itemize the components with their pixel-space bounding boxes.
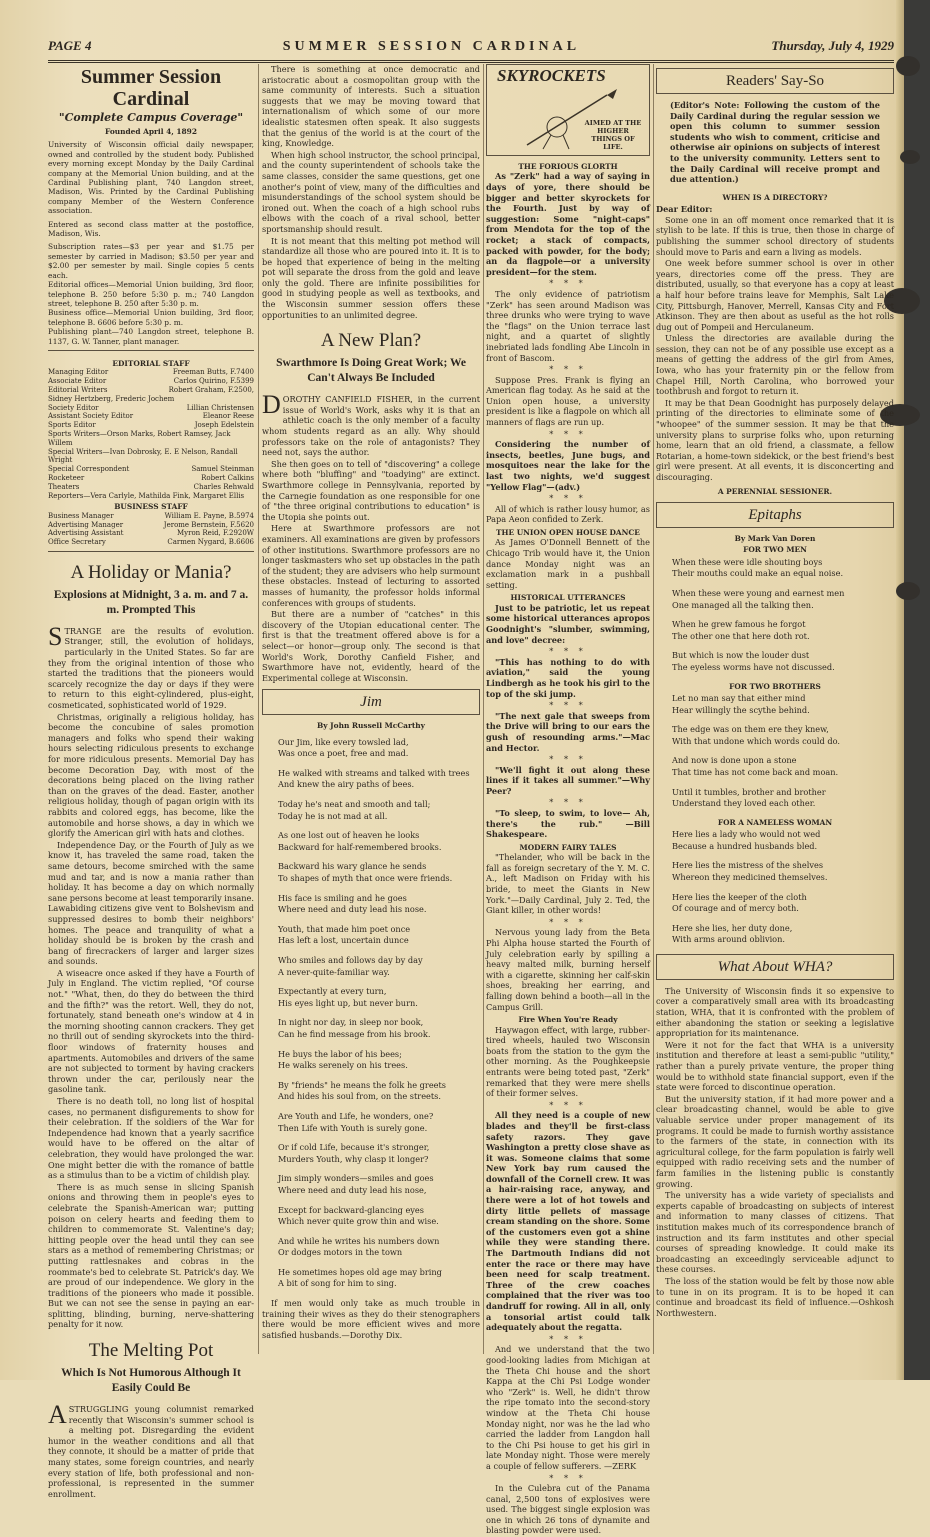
poem-line: The other one that here doth rot.	[672, 630, 810, 641]
star-separator: * * *	[549, 1099, 587, 1110]
letter-signature: A PERENNIAL SESSIONER.	[717, 486, 833, 496]
skyrockets-item-heading: THE FORIOUS GLORTH	[518, 162, 618, 171]
epitaphs-title: Epitaphs	[656, 502, 894, 528]
paragraph-text: Some one in an off moment once remarked that it is stylish to be late. If this is true, then those in charge of publishing the summer school directory of students should move to Paris and earn a living as models.	[656, 214, 894, 257]
entered-text: Entered as second class matter at the postoffice, Madison, Wis.	[48, 219, 254, 239]
poem-line: Except for backward-glancing eyes	[278, 1204, 424, 1215]
poem-line: His face is smiling and he goes	[278, 892, 407, 903]
staff-role: Editorial Writers	[48, 385, 108, 394]
staff-row	[48, 386, 254, 395]
skyrockets-logo: SKYROCKETS	[497, 66, 606, 85]
staff-name: Carmen Nygard, B.6606	[167, 538, 254, 547]
poem-line: Can he find message from his brook.	[278, 1028, 431, 1039]
skyrockets-item-text: Nervous young lady from the Beta Phi Alpha house started the Fourth of July celebration early by spilling a heavy malted milk, burning herself with a cigarette, skinning her calf-skin shoes, breaking her earring, and falling down behind a booth—all in the Campus Grill.	[486, 927, 650, 1012]
poem-line: A never-quite-familiar way.	[278, 966, 390, 977]
epitaph-stanzas	[656, 829, 894, 945]
star-separator: * * *	[549, 700, 587, 711]
epitaph-stanzas	[656, 693, 894, 809]
star-separator: * * *	[549, 1333, 587, 1344]
skyrockets-item-heading: MODERN FAIRY TALES	[519, 842, 617, 852]
stanza	[262, 861, 480, 883]
staff-role: Office Secretary	[48, 538, 106, 547]
skyrockets-item-text: Haywagon effect, with large, rubber-tired wheels, hauled two Wisconsin boats from the station to the gym the other morning. As the Poughkeepsie entrants were being toted past, "Zerk" remarked that they were mere shells of their former selves.	[486, 1024, 650, 1099]
staff-row	[48, 395, 254, 404]
paragraph	[48, 621, 254, 711]
stanza	[656, 755, 894, 777]
staff-row	[48, 377, 254, 386]
paragraph-text: The university has a wide variety of specialists and experts capable of broadcasting on subjects of interest and information to many classes of citizens. That institution makes much of its correspondence branch of instruction and its farm institutes and other special courses of spreading knowledge. It could make its broadcasting an exceedingly serviceable adjunct to these courses.	[656, 1190, 894, 1275]
epitaph-stanzas	[656, 557, 894, 673]
staff-name: Jerome Bernstein, F.5620	[163, 520, 254, 529]
skyrockets-logo-box	[486, 64, 650, 156]
stanza	[656, 829, 894, 851]
poem-line: Their mouths could make an equal noise.	[672, 568, 844, 579]
paragraph-text: She then goes on to tell of "discovering" a college where both "bluffing" and "toadying" are extinct. Swarthmore college in Pennsylvania, reported by the Carnegie foundation as one responsible for one of "the three original contributions to education" is the Utopia she points out.	[262, 458, 480, 522]
publisher-info	[48, 140, 254, 346]
burn-mark	[900, 150, 920, 164]
paragraph	[262, 236, 480, 321]
paragraph	[656, 398, 894, 483]
paragraph	[656, 333, 894, 397]
subscription-text: Subscription rates—$3 per year and $1.75 per semester by carried in Madison; $3.50 per year and $2.00 per semester by mail. Single copies 5 cents each.	[48, 242, 254, 280]
stanza	[262, 1267, 480, 1289]
skyrockets-item-heading: THE UNION OPEN HOUSE DANCE	[496, 528, 640, 537]
stanza	[262, 830, 480, 852]
wha-title: What About WHA?	[656, 954, 894, 980]
skyrockets-tagline: AIMED AT THE HIGHER THINGS OF LIFE.	[584, 119, 642, 151]
paragraph-text: But there are a number of "catches" in this discovery of the Utopian educational center. The first is that the treatment offered above is for a select—or honor—group only. The second is that World's Work, Dorothy Canfield Fisher, and Swarthmore have not, evidently, heard of the Experimental college at Wisconsin.	[262, 609, 480, 683]
skyrockets-item-text: All of which is rather lousy humor, as Papa Aeon confided to Zerk.	[486, 503, 650, 525]
star-separator: * * *	[549, 428, 587, 439]
star-separator: * * *	[549, 646, 587, 657]
epitaph-heading: FOR TWO BROTHERS	[729, 681, 821, 691]
page-number: PAGE 4	[48, 38, 92, 53]
stanza	[656, 557, 894, 579]
paragraph	[262, 64, 480, 149]
epitaph-heading: FOR A NAMELESS WOMAN	[717, 817, 833, 827]
offices-text: Editorial offices—Memorial Union building, 3rd floor, telephone B. 250 before 5:30 p. m.; 740 Langdon street, telephone B. 250 after 5:30 p. m.	[48, 280, 254, 308]
staff-role: Rocketeer	[48, 473, 85, 482]
paragraph-text: Were it not for the fact that WHA is a university institution and therefore at least a semi-public "utility," rather than a purely private venture, the proper thing would be to withhold state financial support, even if the state were forced to discontinue operation.	[656, 1039, 894, 1093]
motto: "Complete Campus Coverage"	[58, 111, 244, 124]
business-staff-list	[48, 512, 254, 547]
editors-note: (Editor's Note: Following the custom of the Daily Cardinal during the regular session we open this column to summer session students who wish to comment, criticise and otherwise air opinions on subjects of interest to the university community. Letters sent to the Daily Cardinal will receive prompt and due attention.)	[670, 100, 880, 185]
skyrockets-item-text: All they need is a couple of new blades and they'll be first-class safety razors. They gave Washington a pretty close shave as it was. Someone claims that some New York bay rum caused the downfall of the Cornell crew. It was a hair-raising race, anyway, and there were a lot of hot towels and dirty little pellets of massage cream standing on the shore. Some of the customers even got a shine while they were standing there. The Dartmouth Indians did not enter the race or there may have been need for scalp treatment. Three of the crew coaches complained that the river was too dandruff for rowing. All in all, only a tonsorial artist could talk adequately about the regatta.	[486, 1110, 650, 1333]
staff-row	[48, 492, 254, 501]
staff-row	[48, 412, 254, 421]
drop-cap: A	[48, 1400, 67, 1430]
masthead	[48, 38, 894, 62]
poem-line: The eyeless worms have not discussed.	[672, 661, 835, 672]
staff-role: Managing Editor	[48, 368, 109, 377]
poem-line: When these were young and earnest men	[672, 588, 845, 598]
staff-name: Robert Calkins	[201, 473, 254, 482]
staff-role: Sports Writers—Orson Marks, Robert Ramsey, Jack	[48, 429, 231, 438]
holiday-subhead: Explosions at Midnight, 3 a. m. and 7 a. m. Prompted This	[53, 588, 249, 616]
paragraph-text: The loss of the station would be felt by those now able to tune in on its program. It is to be hoped it can continue and broadcast its field of influence.—Oshkosh Northwestern.	[656, 1275, 894, 1318]
staff-role: Theaters	[48, 482, 80, 491]
paragraph-text: When high school instructor, the school principal, and the county superintendent of schools take the same classes, consider the same questions, get one another's point of view, many of the difficulties and misunderstandings of the school system should be ironed out. When the coach of a high school rubs elbows with the coach of a rival school, better sportsmanship should result.	[262, 149, 480, 234]
star-separator: * * *	[549, 754, 587, 765]
column-rule	[653, 64, 654, 1354]
paragraph	[48, 1096, 254, 1181]
stanza	[262, 893, 480, 915]
stanza	[262, 799, 480, 821]
paragraph-text: OROTHY CANFIELD FISHER, in the current issue of World's Work, asks why it is that an athletic coach is the only member of a faculty whom students regard as an ally. Why should professors take on the role of antagonists? They need not, says the author.	[262, 394, 480, 458]
stanza	[262, 986, 480, 1008]
skyrockets-item-text: "This has nothing to do with aviation," said the young Lindbergh as he took his girl to the top of the ski jump.	[486, 656, 650, 699]
staff-row	[48, 430, 254, 439]
epitaphs-poems	[656, 545, 894, 944]
poem-line: When he grew famous he forgot	[672, 619, 806, 630]
staff-name: Robert Graham, F.2500,	[168, 385, 254, 394]
star-separator: * * *	[549, 916, 587, 927]
poem-line: Which never quite grow thin and wise.	[278, 1216, 439, 1227]
star-separator: * * *	[549, 364, 587, 375]
new-plan-title: A New Plan?	[320, 330, 422, 352]
poem-line: Today he's neat and smooth and tall;	[278, 799, 431, 810]
paragraph-text: Christmas, originally a religious holiday, has become the concubine of sales promotion managers and folks who spend their waking hours selecting ridiculous presents to exchange for more ridiculous presents. Memorial Day has become Decoration Day, with most of the decorations being placed on the living rather than on the graves of the dead. Easter, another religious holiday, though of pagan origin with its rabbits and colored eggs, has become, like the automobile and horse shows, a day in which we glorify the American girl with hats and clothes.	[48, 711, 254, 839]
staff-name: Carlos Quirino, F.5399	[173, 377, 254, 386]
poem-line: As one lost out of heaven he looks	[278, 830, 420, 841]
star-separator: * * *	[549, 797, 587, 808]
poem-line: Let no man say that either mind	[672, 692, 806, 703]
staff-role: Advertising Assistant	[48, 529, 124, 538]
staff-role: Advertising Manager	[48, 520, 124, 529]
paragraph	[48, 840, 254, 967]
jim-poem	[262, 737, 480, 1289]
poem-line: Jim simply wonders—smiles and goes	[278, 1173, 434, 1184]
burn-mark	[896, 582, 920, 600]
skyrockets-items	[486, 162, 650, 1536]
paragraph-text: One week before summer school is over in other years, directories come off the press. They are distributed, usually, so that everyone has a copy at least a half hour before trains leave for Memphis, Salt Lake City, Pittsburgh, Hanover, Merrell, Kansas City and Fort Atkinson. They are then about as useful as the hot rolls dug out of Pompeii and Herculaneum.	[656, 258, 894, 332]
epitaph-heading: FOR TWO MEN	[743, 545, 807, 555]
poem-line: By "friends" he means the folk he greets	[278, 1079, 447, 1090]
poem-line: And while he writes his numbers down	[278, 1235, 440, 1246]
paragraph-text: There is no death toll, no long list of hospital cases, no permanent disfigurements to show for their celebration. If the soldiers of the War for Independence had known that a yearly sacrifice would have to be offered on the altar of celebration, they would have prolonged the war. One might better die with the romance of battle as a stimulus than to be a victim of childish play.	[48, 1096, 254, 1181]
staff-row	[48, 483, 254, 492]
stanza	[656, 724, 894, 746]
staff-role: Sidney Hertzberg, Frederic Jochem	[48, 394, 175, 403]
new-plan-body	[262, 390, 480, 683]
poem-line: Who smiles and follows day by day	[278, 955, 423, 965]
poem-line: Here lies the mistress of the shelves	[672, 860, 824, 871]
staff-name: Eleanor Reese	[202, 412, 254, 421]
column-rule	[258, 64, 259, 1354]
poem-line: That time has not come back and moan.	[672, 766, 839, 777]
paragraph	[262, 390, 480, 458]
poem-line: Has left a lost, uncertain dunce	[278, 935, 409, 946]
poem-line: He walks serenely on his trees.	[278, 1060, 408, 1071]
stanza	[262, 924, 480, 946]
paragraph	[48, 968, 254, 1095]
poem-line: But which is now the louder dust	[672, 650, 810, 661]
readers-title: Readers' Say-So	[656, 68, 894, 94]
poem-line: Here lies a lady who would not wed	[672, 829, 821, 840]
poem-line: With that undone which words could do.	[672, 735, 840, 746]
staff-row	[48, 474, 254, 483]
dix-quote: If men would only take as much trouble in training their wives as they do their stenographers there would be more efficient wives and more satisfied husbands.—Dorothy Dix.	[262, 1298, 480, 1340]
staff-row	[48, 421, 254, 430]
plant-text: Publishing plant—740 Langdon street, telephone B. 1137, G. W. Tanner, plant manager.	[48, 327, 254, 346]
staff-role: Special Correspondent	[48, 465, 130, 474]
background-strip	[904, 0, 930, 1380]
poem-line: Hear willingly the scythe behind.	[672, 704, 810, 715]
staff-row	[48, 529, 254, 538]
poem-line: And now is done upon a stone	[672, 755, 797, 766]
poem-line: Or dodges motors in the town	[278, 1247, 403, 1258]
epitaphs-byline: By Mark Van Doren	[734, 534, 816, 543]
poem-line: He sometimes hopes old age may bring	[278, 1266, 442, 1277]
nameplate: Summer Session Cardinal	[80, 66, 222, 110]
poem-line: To shapes of myth that once were friends.	[278, 873, 453, 884]
stanza	[262, 1111, 480, 1133]
staff-role: Reporters—Vera Carlyle, Mathilda Fink, Margaret Ellis	[48, 491, 245, 500]
stanza	[262, 1142, 480, 1164]
stanza	[656, 693, 894, 715]
paragraph	[48, 712, 254, 839]
poem-line: Murders Youth, why clasp it longer?	[278, 1153, 429, 1164]
skyrockets-item-heading: Fire When You're Ready	[518, 1015, 618, 1025]
column-4	[656, 64, 894, 1319]
staff-row	[48, 448, 254, 457]
skyrockets-item-text: And we understand that the two good-looking ladies from Michigan at the Theta Chi house and the short Kappa at the Chi Psi Lodge wonder who "Zerk" is. Well, he didn't throw the ripe tomato into the second-story window at the Theta Chi house Monday night, nor was he the lad who carried the ladder from Langdon hall to the Chi Psi house to get his girl in late Monday night. Those were merely a couple of fellow sufferers. —ZERK	[486, 1344, 650, 1471]
jim-title: Jim	[262, 689, 480, 715]
stanza	[262, 1049, 480, 1071]
column-2	[262, 64, 480, 1341]
staff-row	[48, 512, 254, 521]
skyrockets-item-text: As James O'Donnell Bennett of the Chicago Trib would have it, the Union dance Monday night was an exclamation mark in a pushball setting.	[486, 537, 650, 590]
staff-role: Business Manager	[48, 511, 114, 520]
stanza	[656, 650, 894, 672]
star-separator: * * *	[549, 493, 587, 504]
paragraph	[262, 459, 480, 523]
poem-line: And knew the airy paths of bees.	[278, 779, 415, 790]
jim-byline: By John Russell McCarthy	[317, 721, 425, 731]
poem-line: Where need and duty lead his nose.	[278, 904, 427, 915]
staff-name: Charles Rehwald	[193, 482, 254, 491]
paragraph-text: It may be that Dean Goodnight has purposely delayed printing of the directories to eliminate some of the "whoopee" of the summer session. It may be that the university plans to surprise folks who, upon returning home, learn that an old friend, a classmate, a fellow Rotarian, a home-town sidekick, or the best friend's best girl were present. At all events, it is disconcerting and discouraging.	[656, 397, 894, 482]
stanza	[262, 1236, 480, 1258]
page-edge	[896, 0, 904, 1380]
column-3	[486, 64, 650, 1537]
staff-row	[48, 456, 254, 465]
stanza	[262, 1017, 480, 1039]
business-office-text: Business office—Memorial Union building, 3rd floor, telephone B. 6606 before 5:30 p. m.	[48, 308, 254, 327]
paragraph-text: Here at Swarthmore professors are not examiners. All examinations are given by professors of other institutions. Swarthmore professors are no longer taskmasters who set up obstacles in the path of the student; they are advisers who help surmount these obstacles. Instead of lecturing to assorted masses of humanity, the professor holds informal conferences with groups of students.	[262, 523, 480, 608]
skyrockets-item-text: "We'll fight it out along these lines if it takes all summer."—Why Peer?	[486, 764, 650, 796]
staff-role: Assistant Society Editor	[48, 412, 134, 421]
poem-line: His eyes light up, but never burn.	[278, 997, 418, 1008]
skyrockets-item-text: The only evidence of patriotism "Zerk" has seen around Madison was three drunks who were trying to wave the "flags" on the Union terrace last night, and a quartet of slightly inebriated lads fondling Abe Lincoln in front of Bascom.	[486, 288, 650, 363]
melting-pot-subhead: Which Is Not Humorous Although It Easily Could Be	[61, 1367, 241, 1395]
paragraph-text: The University of Wisconsin finds it so expensive to cover a comparatively small area with its broadcasting station, WHA, that it is confronted with the problem of either abandoning the station or seeking a legislative appropriation for its maintenance.	[656, 985, 894, 1039]
poem-line: Understand they loved each other.	[672, 798, 816, 809]
poem-line: When these were idle shouting boys	[672, 556, 823, 567]
staff-row	[48, 521, 254, 530]
divider	[48, 551, 254, 552]
poem-line: Backward his wary glance he sends	[278, 861, 427, 872]
stanza	[656, 787, 894, 809]
drop-cap: D	[262, 390, 281, 420]
poem-line: Our Jim, like every towsled lad,	[278, 736, 409, 747]
letter-salutation: Dear Editor:	[656, 204, 713, 215]
poem-line: Here lies the keeper of the cloth	[672, 891, 807, 902]
new-plan-subhead: Swarthmore Is Doing Great Work; We Can't Always Be Included	[276, 357, 466, 385]
about-text: University of Wisconsin official daily newspaper, owned and controlled by the student body. Published every morning except Monday by the Daily Cardinal company at the Memorial Union building, and at the Cardinal Publishing plant, 740 Langdon street, Madison, Wis. Printed by the Cardinal Publishing company Member of the Western Conference association.	[48, 140, 254, 216]
staff-row	[48, 368, 254, 377]
paragraph	[656, 1094, 894, 1189]
paragraph-text: A wiseacre once asked if they have a Fourth of July in England. The victim replied, "Of course not." "What, then, do they do between the third and the fifth?" was the retort. Well, they do not, fortunately, stand beneath one's window at 4 in the morning shooting cannon crackers. They get no thrill out of sending skyrockets into the third-floor windows of fraternity houses and apartments. Automobiles and drivers of the same are not subjected to torment by having crackers thrown under the car, perilously near the gasoline tank.	[48, 967, 254, 1095]
staff-row	[48, 538, 254, 547]
staff-role: Special Writers—Ivan Dobrosky, E. E Nelson, Randall	[48, 447, 238, 456]
poem-line: One managed all the talking then.	[672, 599, 814, 610]
poem-line: He walked with streams and talked with trees	[278, 767, 470, 778]
poem-line: With arms around oblivion.	[672, 934, 785, 945]
staff-name: William E. Payne, B.5974	[164, 511, 254, 520]
divider	[48, 350, 254, 351]
staff-name: Myron Reid, F.2920W	[177, 529, 254, 538]
staff-row	[48, 465, 254, 474]
poem-line: Today he is not mad at all.	[278, 810, 388, 821]
skyrockets-item-text: Suppose Pres. Frank is flying an American flag today. As he said at the Union open house, a university president is like a flagpole on which all manners of flags are run up.	[486, 374, 650, 428]
paragraph	[48, 1182, 254, 1330]
poem-line: And hides his soul from, on the streets.	[278, 1091, 441, 1102]
star-separator: * * *	[549, 278, 587, 289]
poem-line: Backward for half-remembered brooks.	[278, 841, 442, 852]
poem-line: Whereon they medicined themselves.	[672, 871, 828, 882]
skyrockets-item-heading: HISTORICAL UTTERANCES	[510, 593, 626, 603]
paper-title: SUMMER SESSION CARDINAL	[282, 39, 581, 54]
paragraph	[262, 523, 480, 608]
poem-line: Where need and duty lead his nose,	[278, 1184, 427, 1195]
skyrockets-item-text: Just to be patriotic, let us repeat some historical utterances apropos Goodnight's "slumber, swimming, and love" decree:	[486, 602, 650, 645]
stanza	[262, 737, 480, 759]
paragraph	[656, 1276, 894, 1318]
poem-line: Until it tumbles, brother and brother	[672, 786, 826, 797]
paragraph-text: It is not meant that this melting pot method will standardize all those who are poured into it. It is to be hoped that experience of being in the melting pot will separate the dross from the gold and leave only the gold. There are infinite possibilities for good in studying people as well as textbooks, and the Wisconsin summer session offers these opportunities to an unlimited degree.	[262, 235, 480, 320]
poem-line: Here she lies, her duty done,	[672, 922, 793, 933]
staff-name: Samuel Steinman	[191, 465, 254, 474]
paragraph	[656, 986, 894, 1039]
poem-line: He buys the labor of his bees;	[278, 1048, 402, 1059]
poem-line: Are Youth and Life, he wonders, one?	[278, 1110, 434, 1121]
holiday-title: A Holiday or Mania?	[70, 561, 232, 583]
skyrockets-item-text: "The next gale that sweeps from the Drive will bring to our ears the gush of resounding arms."—Mac and Hector.	[486, 710, 650, 753]
stanza	[262, 1205, 480, 1227]
staff-role: Wright	[48, 456, 73, 465]
stanza	[262, 955, 480, 977]
poem-line: Then Life with Youth is surely gone.	[278, 1122, 428, 1133]
paragraph-text: But the university station, if it had more power and a clear broadcasting channel, would be able to give valuable service under proper management of its programs. It could be made to furnish worthy assistance to the farmers of the state, in connection with its agricultural college, for the farm population is fairly well equipped with radio receiving sets and the number of farm families in the listening public is constantly growing.	[656, 1093, 894, 1189]
stanza	[656, 588, 894, 610]
poem-line: The edge was on them ere they knew,	[672, 724, 829, 735]
poem-line: Because a hundred husbands bled.	[672, 840, 818, 851]
letter-body	[656, 215, 894, 483]
stanza	[656, 923, 894, 945]
skyrockets-item-text: As "Zerk" had a way of saying in days of yore, there should be bigger and better skyrockets for the Fourth. Just by way of suggestion: Some "night-caps" from Mendota for the top of the rocket; a stack of compacts, packed with powder, for the body; an da flagpole—or a university president—for the stem.	[486, 171, 650, 277]
poem-line: Or if cold Life, because it's stronger,	[278, 1142, 430, 1153]
paragraph	[656, 1040, 894, 1093]
paragraph-text: Independence Day, or the Fourth of July as we know it, has traveled the same road, taken the same detours, become smirched with the same mud and tar, and is now a mania rather than holiday. It has become a day on which normally sane persons become at least temporarily insane. Lawabiding citizens give vent to Bolshevism and suppressed desires to bomb their neighbors' homes. The peace and tranquility of what a holiday should be is broken by the crash and bang of firecrackers of larger and larger sizes and sounds.	[48, 839, 254, 967]
staff-name: Joseph Edelstein	[194, 421, 254, 430]
star-separator: * * *	[549, 1472, 587, 1483]
skyrockets-item-text: In the Culebra cut of the Panama canal, 2,500 tons of explosives were used. The biggest single explosion was one in which 26 tons of dynamite and blasting powder were used.	[486, 1483, 650, 1536]
poem-line: Of courage and of mercy both.	[672, 903, 799, 914]
poem-line: Expectantly at every turn,	[278, 986, 387, 997]
staff-name: Lillian Christensen	[186, 403, 254, 412]
paragraph	[262, 150, 480, 235]
staff-name: Freeman Butts, F.7400	[172, 368, 254, 377]
stanza	[656, 860, 894, 882]
issue-date: Thursday, July 4, 1929	[771, 38, 894, 53]
staff-row	[48, 439, 254, 448]
stanza	[262, 1173, 480, 1195]
skyrockets-item-text: "Thelander, who will be back in the fall as foreign secretary of the Y. M. C. A., left Madison on Friday with his bride, to meet the Giants in New York."—Daily Cardinal, July 2. Ted, the Giant killer, in other words!	[486, 852, 650, 916]
wha-body	[656, 986, 894, 1318]
staff-role: Associate Editor	[48, 377, 107, 386]
staff-role: Willem	[48, 438, 73, 447]
paragraph	[656, 258, 894, 332]
melting-pot-continued	[262, 64, 480, 320]
skyrockets-item-text: Considering the number of insects, beetles, June bugs, and mosquitoes near the lake for the last two nights, we'd suggest "Yellow Flag"—(adv.)	[486, 439, 650, 492]
founded-line: Founded April 4, 1892	[105, 127, 197, 136]
stanza	[656, 892, 894, 914]
editorial-staff-list	[48, 368, 254, 500]
skyrockets-item-text: "To sleep, to swim, to love— Ah, there's the rub." —Bill Shakespeare.	[486, 808, 650, 840]
poem-line: In night nor day, in sleep nor book,	[278, 1017, 424, 1028]
holiday-body	[48, 621, 254, 1330]
stanza	[262, 768, 480, 790]
drop-cap: S	[48, 621, 63, 651]
paragraph	[656, 215, 894, 257]
poem-line: Youth, that made him poet once	[278, 923, 411, 934]
poem-line: A bit of song for him to sing.	[278, 1278, 397, 1289]
paragraph-text: Unless the directories are available during the session, they can not be of any possible use except as a means of getting the address of the girl from Ames, Iowa, who has your fraternity pin or the fellow from Chapel Hill, North Carolina, who borrowed your toothbrush and forgot to return it.	[656, 333, 894, 397]
column-1	[48, 64, 254, 1500]
melting-pot-body	[48, 1400, 254, 1499]
stanza	[656, 619, 894, 641]
paragraph-text: There is something at once democratic and aristocratic about a cosmopolitan group with the same community of interests. Such a situation suggests that we may be moving toward that internationalism of which some of our more idealistic statesmen often speak. It also suggests that the genius of the world is at the court of the king, Knowledge.	[262, 64, 480, 149]
letter-heading: WHEN IS A DIRECTORY?	[722, 192, 828, 202]
editorial-staff-title: EDITORIAL STAFF	[112, 358, 190, 368]
paragraph-text: TRANGE are the results of evolution. Stranger, still, the evolution of holidays, particularly in the United States. So far are they from the original intention of those who started the traditions that the pioneers would scarcely recognize the day or days if they were to return to this eight-cylindered, plus-eight, cosmeticated, sophisticated world of 1929.	[48, 625, 254, 711]
stanza	[262, 1080, 480, 1102]
staff-role: Sports Editor	[48, 421, 96, 430]
business-staff-title: BUSINESS STAFF	[114, 502, 188, 512]
paragraph	[656, 1190, 894, 1275]
melting-pot-para: STRUGGLING young columnist remarked recently that Wisconsin's summer school is a melting pot. Disregarding the evident humor in the weather conditions and all that they connote, it should be a matter of pride that many states, some foreign countries, and nearly every station of life, both professional and non-professional, is represented in the summer enrollment.	[48, 1404, 254, 1499]
paragraph	[262, 609, 480, 683]
paragraph-text: There is as much sense in slicing Spanish onions and throwing them in people's eyes to celebrate the Spanish-American war; putting poison on celery hearts and feeding them to children to commemorate St. Valentine's day; hitting people over the head until they can see stars as a method of remembering Christmas; or putting rattlesnakes and cobras in the roommate's bed to celebrate St. Patrick's day. We are proud of our independence. We glory in the traditions of the pioneers who made it possible. But we can not see the sense in paying an ear-splitting, blinding, burning, nerve-shattering penalty for it now.	[48, 1181, 254, 1330]
poem-line: Was once a poet, free and mad.	[278, 748, 409, 759]
burn-mark	[896, 56, 920, 76]
column-rule	[483, 64, 484, 1354]
staff-row	[48, 404, 254, 413]
melting-pot-title: The Melting Pot	[88, 1340, 214, 1362]
staff-role: Society Editor	[48, 403, 99, 412]
masthead-rule	[48, 60, 894, 63]
